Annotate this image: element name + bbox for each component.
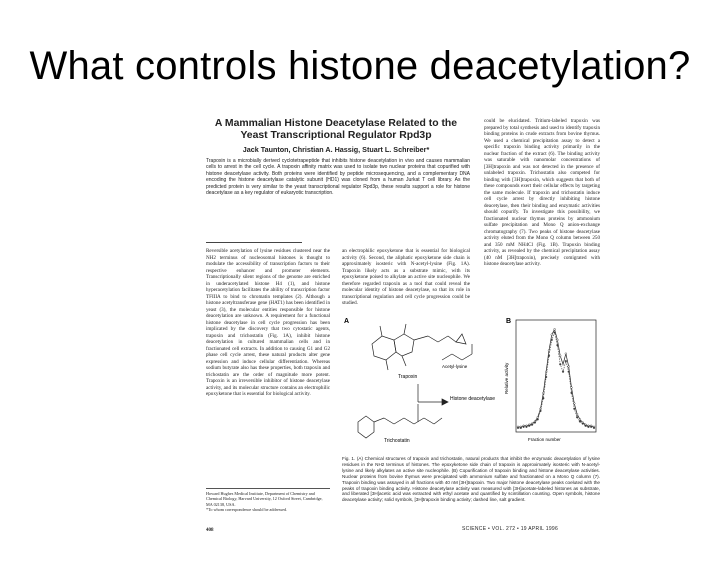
- trichostatin-label: Trichostatin: [384, 438, 410, 444]
- figure-caption: Fig. 1. (A) Chemical structures of trapoxin and trichostatin, natural products that inhibit the enzymatic deacetylation of lysine residues in the NH2 terminus of histones. The epoxyketone side chain of trapoxin is approximately isosteric with N-acetyl-lysine and likely alkylates an active site nucleophile. (B) Copurification of trapoxin binding and histone deacetylase activities. Nuclear proteins from bovine thymus were precipitated with ammonium sulfate and fractionated on a Mono Q column (7). Trapoxin binding was assayed in all fractions with 40 nM [3H]trapoxin. Two major histone deacetylase peaks coeluted with the peaks of trapoxin binding activity. Histone deacetylase activity was measured with [3H]acetate-labeled histones as substrate, and liberated [3H]acetic acid was extracted with ethyl acetate and quantified by scintillation counting. Open symbols, histone deacetylase activity; solid symbols, [3H]trapoxin binding activity; dashed line, salt gradient.: [342, 456, 600, 503]
- data-point: [559, 363, 561, 365]
- paper-title: A Mammalian Histone Deacetylase Related to the Yeast Transcriptional Regulator Rpd3p: [214, 118, 458, 141]
- data-point: [582, 423, 584, 425]
- panel-a-label: A: [344, 318, 350, 325]
- data-point: [573, 408, 575, 410]
- data-point: [526, 426, 528, 428]
- body-column-1: Reversible acetylation of lysine residues clustered near the NH2 terminus of nucleosomal histones is thought to modulate the accessibility of transcription factors to their respective enhancer and promoter elements. Transcriptionally silent regions of the genome are enriched in underacetylated histone H4 (1), and histone hyperacetylation facilitates the ability of transcription factor TFIIIA to bind to chromatin templates (2). Although a histone acetyltransferase gene (HAT1) has been identified in yeast (3), the molecular entities responsible for histone deacetylation are unknown. A requirement for a functional histone deacetylase in cell cycle progression has been implicated by the discovery that two cytostatic agents, trapoxin and trichostatin (Fig. 1A), inhibit histone deacetylation in cultured mammalian cells and in fractionated cell extracts. In addition to causing G1 and G2 phase cell cycle arrest, these natural products alter gene expression and induce cellular differentiation. Whereas sodium butyrate also has these properties, both trapoxin and trichostatin are the order of magnitude more potent. Trapoxin is an irreversible inhibitor of histone deacetylase activity, and its molecular structure contains an electrophilic epoxyketone that is essential for biological activity.: [206, 248, 330, 397]
- paper-authors: Jack Taunton, Christian A. Hassig, Stuart L. Schreiber*: [242, 145, 430, 154]
- data-point: [587, 426, 589, 428]
- trichostatin-structure: [358, 416, 442, 438]
- abstract-divider: [206, 242, 302, 243]
- data-point: [523, 426, 525, 428]
- data-point: [590, 426, 592, 428]
- data-point: [579, 421, 581, 423]
- figure-svg: [342, 314, 600, 452]
- data-point: [576, 416, 578, 418]
- chart-ylabel: Relative activity: [504, 362, 509, 394]
- acetyllysine-label: Acetyl-lysine: [442, 364, 468, 369]
- data-point: [551, 339, 553, 341]
- chart-frame: [516, 320, 596, 432]
- panel-b-label: B: [506, 318, 512, 325]
- data-point: [551, 334, 553, 336]
- data-point: [593, 427, 595, 429]
- paper-abstract: Trapoxin is a microbially derived cyclotetrapeptide that inhibits histone deacetylation in vivo and causes mammalian cells to arrest in the cell cycle. A trapoxin affinity matrix was used to isolate two nuclear proteins that copurified with histone deacetylase activity. Both proteins were identified by peptide microsequencing, and a complementary DNA encoding the histone deacetylase catalytic subunit (HD1) was cloned from a human Jurkat T cell library. As the predicted protein is very similar to the yeast transcriptional regulator Rpd3p, these results support a role for histone deacetylase as a key regulator of eukaryotic transcription.: [206, 158, 470, 197]
- data-point: [571, 392, 573, 394]
- body-column-3: could be elucidated. Tritium-labeled trapoxin was prepared by total synthesis and used to identify trapoxin binding proteins in crude extracts from bovine thymus. We used a chemical precipitation assay to detect a specific trapoxin binding activity primarily in the nuclear fraction of the extract (6). The binding activity was saturable with nanomolar concentrations of [3H]trapoxin and was not detected in the presence of unlabeled trapoxin. Trichostatin also competed for binding with [3H]trapoxin, which suggests that both of these compounds exert their cellular effects by targeting the same molecule. If trapoxin and trichostatin induce cell cycle arrest by directly inhibiting histone deacetylase, then their binding and enzymatic activities should copurify. To investigate this possibility, we fractionated nuclear thymus proteins by ammonium sulfate precipitation and Mono Q anion-exchange chromatography (7). Two peaks of histone deacetylase activity eluted from the Mono Q column between 250 and 350 mM NH4Cl (Fig. 1B). Trapoxin binding activity, as revealed by the chemical precipitation assay (40 nM [3H]trapoxin), precisely comigrated with histone deacetylase activity.: [484, 118, 600, 267]
- target-arrow: [418, 384, 448, 422]
- data-point: [562, 371, 564, 373]
- data-point: [517, 427, 519, 429]
- data-point: [545, 376, 547, 378]
- chart-series-group: [517, 328, 595, 428]
- page-number: 408: [206, 528, 214, 533]
- data-point: [537, 419, 539, 421]
- series-line-0: [518, 329, 594, 427]
- data-point: [568, 371, 570, 373]
- data-point: [534, 422, 536, 424]
- chart-xlabel: Fraction number: [528, 437, 561, 442]
- footnote-corresponding: *To whom correspondence should be addressed.: [206, 507, 288, 513]
- data-point: [565, 360, 567, 362]
- data-point: [554, 328, 556, 330]
- data-point: [542, 397, 544, 399]
- data-point: [562, 363, 564, 365]
- body-column-2: an electrophilic epoxyketone that is essential for biological activity (6). Second, the aliphatic epoxyketone side chain is approximately isosteric with N-acetyl-lysine (Fig. 1A). Trapoxin likely acts as a substrate mimic, with its epoxyketone poised to alkylate an active site nucleophile. We therefore regarded trapoxin as a tool that could reveal the molecular identity of histone deacetylase, so that its role in transcriptional regulation and cell cycle progression could be studied.: [342, 248, 470, 306]
- data-point: [520, 427, 522, 429]
- data-point: [576, 413, 578, 415]
- data-point: [585, 425, 587, 427]
- data-point: [557, 344, 559, 346]
- histone-deacetylase-label: Histone deacetylase: [450, 396, 496, 402]
- data-point: [568, 366, 570, 368]
- journal-info: SCIENCE • VOL. 272 • 19 APRIL 1996: [462, 526, 559, 532]
- data-point: [548, 350, 550, 352]
- series-line-1: [518, 332, 594, 427]
- slide-title: What controls histone deacetylation?: [29, 44, 691, 88]
- acetyllysine-structure: [442, 344, 472, 360]
- trapoxin-label: Trapoxin: [398, 374, 418, 380]
- data-point: [528, 425, 530, 427]
- data-point: [554, 332, 556, 334]
- data-point: [559, 355, 561, 357]
- data-point: [531, 424, 533, 426]
- data-point: [548, 355, 550, 357]
- data-point: [557, 339, 559, 341]
- data-point: [540, 410, 542, 412]
- paper-page: [190, 118, 608, 546]
- figure-1: [342, 314, 600, 452]
- footnote: [206, 488, 330, 513]
- footnote-affiliation: Howard Hughes Medical Institute, Department of Chemistry and Chemical Biology, Harvard University, 12 Oxford Street, Cambridge, MA 02138, USA.: [206, 491, 323, 507]
- data-point: [565, 353, 567, 355]
